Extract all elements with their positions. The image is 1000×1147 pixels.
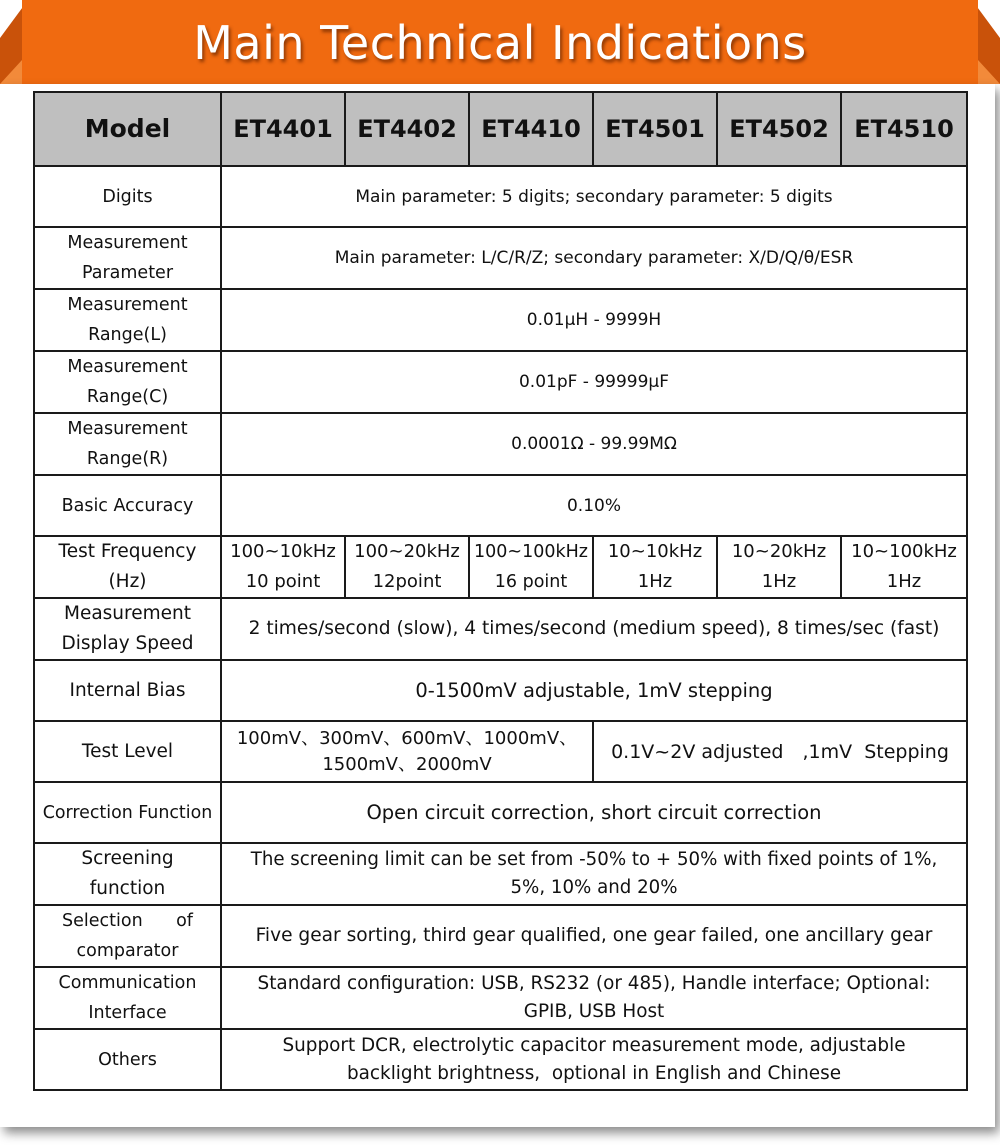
row-label-measurement-parameter bbox=[34, 227, 221, 289]
row-value-internal-bias: 0-1500mV adjustable, 1mV stepping bbox=[221, 660, 967, 721]
freq-cell-et4510 bbox=[841, 536, 967, 598]
row-label-range-c bbox=[34, 351, 221, 413]
cell-line: backlight brightness, optional in English and Chinese bbox=[346, 1062, 842, 1084]
model-et4401: ET4401 bbox=[221, 92, 345, 166]
spec-table bbox=[33, 91, 968, 1091]
row-label-basic-accuracy: Basic Accuracy bbox=[34, 475, 221, 536]
freq-cell-et4410 bbox=[469, 536, 593, 598]
freq-cell-et4401 bbox=[221, 536, 345, 598]
label-line: Range(C) bbox=[86, 387, 169, 407]
cell-line: 100mV、300mV、600mV、1000mV、 bbox=[236, 727, 578, 749]
label-line: Measurement bbox=[67, 295, 188, 315]
model-header: Model bbox=[34, 92, 221, 166]
label-line: Communication bbox=[58, 973, 197, 993]
label-line: (Hz) bbox=[108, 571, 147, 592]
row-basic-accuracy bbox=[34, 475, 967, 536]
row-value-measurement-parameter: Main parameter: L/C/R/Z; secondary parameter: X/D/Q/θ/ESR bbox=[221, 227, 967, 289]
freq-cell-et4402 bbox=[345, 536, 469, 598]
label-line: Measurement bbox=[63, 603, 191, 624]
label-line: Measurement bbox=[67, 233, 188, 253]
label-line: function bbox=[89, 878, 166, 899]
cell-line: 5%, 10% and 20% bbox=[510, 877, 678, 898]
row-label-comparator bbox=[34, 905, 221, 967]
freq-cell-et4502 bbox=[717, 536, 841, 598]
cell-line: 10~100kHz bbox=[851, 541, 957, 562]
row-label-display-speed bbox=[34, 598, 221, 660]
row-label-digits: Digits bbox=[34, 166, 221, 227]
label-line: Range(L) bbox=[88, 325, 167, 345]
row-value-communication-interface bbox=[221, 967, 967, 1029]
row-screening-function bbox=[34, 843, 967, 905]
row-value-screening-function bbox=[221, 843, 967, 905]
label-line: comparator bbox=[76, 941, 179, 961]
row-value-display-speed: 2 times/second (slow), 4 times/second (medium speed), 8 times/sec (fast) bbox=[221, 598, 967, 660]
model-et4410: ET4410 bbox=[469, 92, 593, 166]
row-value-comparator: Five gear sorting, third gear qualified, one gear failed, one ancillary gear bbox=[221, 905, 967, 967]
row-test-level bbox=[34, 721, 967, 782]
cell-line: 10~20kHz bbox=[731, 541, 827, 562]
label-line: Measurement bbox=[67, 419, 188, 439]
row-label-communication-interface bbox=[34, 967, 221, 1029]
page-title: Main Technical Indications bbox=[193, 16, 807, 70]
header-row bbox=[34, 92, 967, 166]
cell-line: 100~20kHz bbox=[354, 541, 460, 562]
row-label-range-l bbox=[34, 289, 221, 351]
label-line: Test Frequency bbox=[58, 541, 197, 562]
label-line: Selection of bbox=[62, 911, 193, 931]
cell-line: The screening limit can be set from -50% to + 50% with fixed points of 1%, bbox=[250, 849, 938, 870]
label-line: Measurement bbox=[67, 357, 188, 377]
model-et4501: ET4501 bbox=[593, 92, 717, 166]
row-test-frequency bbox=[34, 536, 967, 598]
row-range-l bbox=[34, 289, 967, 351]
label-line: Range(R) bbox=[86, 449, 169, 469]
row-label-screening-function bbox=[34, 843, 221, 905]
cell-line: Support DCR, electrolytic capacitor measurement mode, adjustable bbox=[282, 1034, 906, 1056]
row-comparator bbox=[34, 905, 967, 967]
cell-line: 1Hz bbox=[886, 571, 922, 592]
row-range-r bbox=[34, 413, 967, 475]
cell-line: 10~10kHz bbox=[607, 541, 703, 562]
row-digits bbox=[34, 166, 967, 227]
test-level-options bbox=[221, 721, 593, 782]
freq-cell-et4501 bbox=[593, 536, 717, 598]
row-correction-function bbox=[34, 782, 967, 843]
title-banner bbox=[0, 0, 1000, 84]
label-line: Interface bbox=[88, 1003, 167, 1023]
row-value-correction-function: Open circuit correction, short circuit correction bbox=[221, 782, 967, 843]
model-et4402: ET4402 bbox=[345, 92, 469, 166]
cell-line: 1500mV、2000mV bbox=[322, 753, 492, 775]
row-value-range-c: 0.01pF - 99999μF bbox=[221, 351, 967, 413]
test-level-range: 0.1V~2V adjusted ,1mV Stepping bbox=[593, 721, 967, 782]
cell-line: 100~100kHz bbox=[474, 542, 588, 562]
cell-line: 12point bbox=[372, 571, 442, 592]
label-line: Screening bbox=[81, 848, 174, 869]
row-value-range-l: 0.01μH - 9999H bbox=[221, 289, 967, 351]
row-label-range-r bbox=[34, 413, 221, 475]
label-line: Parameter bbox=[81, 263, 174, 283]
row-label-test-level: Test Level bbox=[34, 721, 221, 782]
row-internal-bias bbox=[34, 660, 967, 721]
cell-line: 16 point bbox=[494, 572, 568, 592]
row-label-internal-bias: Internal Bias bbox=[34, 660, 221, 721]
row-value-range-r: 0.0001Ω - 99.99MΩ bbox=[221, 413, 967, 475]
row-range-c bbox=[34, 351, 967, 413]
cell-line: 10 point bbox=[245, 571, 321, 592]
label-line: Display Speed bbox=[61, 633, 194, 654]
row-value-digits: Main parameter: 5 digits; secondary parameter: 5 digits bbox=[221, 166, 967, 227]
row-measurement-parameter bbox=[34, 227, 967, 289]
row-value-basic-accuracy: 0.10% bbox=[221, 475, 967, 536]
row-display-speed bbox=[34, 598, 967, 660]
cell-line: GPIB, USB Host bbox=[523, 1001, 665, 1022]
row-label-others: Others bbox=[34, 1029, 221, 1090]
model-et4510: ET4510 bbox=[841, 92, 967, 166]
row-label-correction-function: Correction Function bbox=[34, 782, 221, 843]
row-value-others bbox=[221, 1029, 967, 1090]
row-label-test-frequency bbox=[34, 536, 221, 598]
model-et4502: ET4502 bbox=[717, 92, 841, 166]
cell-line: Standard configuration: USB, RS232 (or 485), Handle interface; Optional: bbox=[257, 973, 931, 994]
row-others bbox=[34, 1029, 967, 1090]
cell-line: 1Hz bbox=[637, 571, 673, 592]
cell-line: 100~10kHz bbox=[230, 541, 336, 562]
cell-line: 1Hz bbox=[761, 571, 797, 592]
row-communication-interface bbox=[34, 967, 967, 1029]
